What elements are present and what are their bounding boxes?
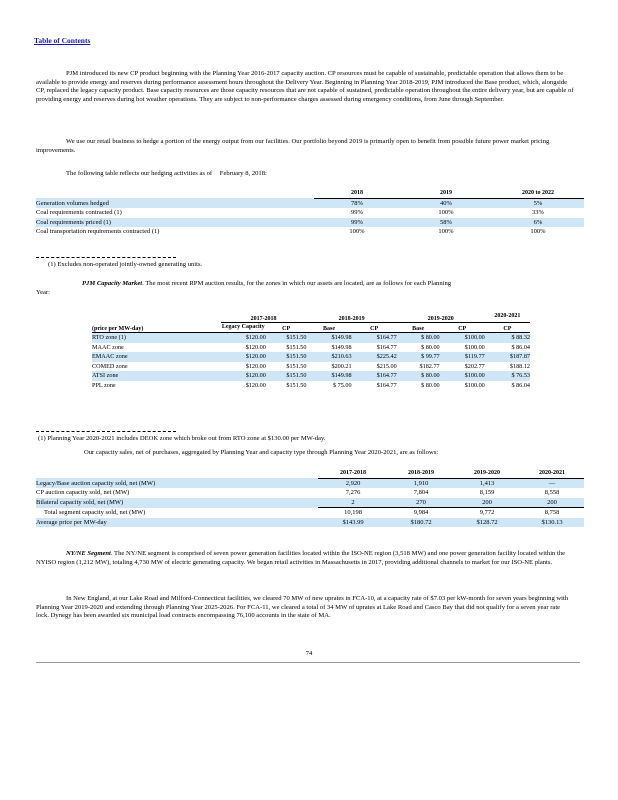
capacity-sales-table (36, 468, 584, 527)
paragraph-pjm-capacity (36, 280, 574, 297)
cap-header: 2020-2021 (520, 468, 584, 478)
paragraph-nyne-segment (36, 550, 574, 567)
hedge-header: 2019 (400, 188, 492, 198)
rpm-sub-header: CP (352, 322, 397, 333)
rpm-sub-header: CP (485, 322, 530, 333)
paragraph-new-england: In New England, at our Lake Road and Milford-Connecticut facilities, we cleared 70 MW of new uprates in FCA-10, at a capacity rate of $7.03 per kW-month for seven years beginning with Planning Year 2019-2020 and extending through Planning Year 2025-2026. For FCA-11, we cleared a total of 34 MW of uprates at Lake Road and Casco Bay that did not qualify for a seven year rate lock. Dynegy has been awarded six municipal load contracts encompassing 76,100 accounts in the state of MA. (36, 595, 569, 620)
hedge-header: 2018 (314, 188, 400, 198)
table-row: Coal requirements contracted (1) 99% 100% 33% (36, 209, 544, 217)
pjm-capacity-heading: PJM Capacity Market (82, 280, 143, 287)
paragraph-capacity-sales: Our capacity sales, net of purchases, aggregated by Planning Year and capacity type through Planning Year 2020-2021, are as follows: (84, 449, 439, 456)
table-row: MAAC zone $120.00 $151.50 $149.98 $164.77 $ 80.00 $100.00 $ 86.04 (92, 343, 530, 351)
hedge-intro-date: February 8, 2018: (219, 170, 267, 177)
hedging-table (36, 188, 584, 237)
rpm-sub-header: CP (266, 322, 307, 333)
rpm-unit-header: (price per MW-day) (92, 322, 221, 333)
rpm-year-header: 2020-2021 (485, 312, 530, 322)
table-row: EMAAC zone $120.00 $151.50 $210.63 $225.42 $ 99.77 $119.77 $187.87 (92, 353, 530, 361)
table-row: PPL zone $120.00 $151.50 $ 75.00 $164.77 $ 80.00 $100.00 $ 86.04 (92, 381, 530, 389)
cap-header: 2017-2018 (318, 468, 388, 478)
table-row: RTO zone (1) $120.00 $151.50 $149.98 $164.77 $ 80.00 $100.00 $ 88.32 (92, 334, 530, 342)
table-row: Coal transportation requirements contracted (1) 100% 100% 100% (36, 228, 546, 236)
paragraph-retail-hedge: We use our retail business to hedge a portion of the energy output from our facilities. Our portfolio beyond 2019 is primarily open to benefit from possible future power market pricing improvements. (36, 138, 550, 154)
rpm-sub-header: CP (440, 322, 485, 333)
rpm-year-header: 2018-2019 (306, 312, 396, 322)
table-row: Average price per MW-day $143.99 $180.72 $128.72 $130.13 (36, 518, 584, 528)
table-row: Generation volumes hedged 78% 40% 5% (36, 198, 584, 208)
rpm-sub-header: Base (306, 322, 351, 333)
hedge-header: 2020 to 2022 (492, 188, 584, 198)
cap-header: 2019-2020 (454, 468, 520, 478)
table-row: Legacy/Base auction capacity sold, net (MW) 2,920 1,910 1,413 — (36, 478, 584, 488)
nyne-text: . The NY/NE segment is comprised of seven power generation facilities located within the ISO-NE region (3,518 MW) and one power generation facility located within the NYISO region (1,212 MW), totaling 4,730 MW of electric generating capacity. We began retail activities in Massachusetts in 2017, providing additional channels to market for our ISO-NE plants. (36, 550, 566, 566)
table-of-contents-link[interactable]: Table of Contents (34, 36, 91, 45)
footnote-rule (36, 431, 176, 432)
paragraph-hedge-intro (66, 170, 604, 179)
rpm-footnote: (1) Planning Year 2020-2021 includes DEOK zone which broke out from RTO zone at $130.00 per MW-day. (38, 435, 326, 442)
cap-header: 2018-2019 (388, 468, 454, 478)
rpm-sub-header: Base (397, 322, 440, 333)
table-row: Total segment capacity sold, net (MW) 10,198 9,984 9,772 8,758 (44, 509, 560, 517)
table-row: COMED zone $120.00 $151.50 $200.21 $215.00 $182.77 $202.77 $188.12 (92, 362, 530, 370)
rpm-auction-table (92, 312, 530, 390)
pjm-capacity-text: . The most recent RPM auction results, for the zones in which our assets are located, are as follows for each Planning (142, 280, 452, 287)
page-number: 74 (305, 650, 313, 657)
rpm-year-header: 2019-2020 (397, 312, 485, 322)
hedge-intro-text: The following table reflects our hedging activities as of (66, 170, 213, 177)
footnote-rule (36, 257, 176, 258)
table-row: CP auction capacity sold, net (MW) 7,276 7,804 8,159 8,558 (36, 489, 560, 497)
table-row: ATSI zone $120.00 $151.50 $149.98 $164.77 $ 80.00 $100.00 $ 76.53 (92, 372, 530, 380)
table-row: Bilateral capacity sold, net (MW) 2 270 200 200 (36, 498, 584, 508)
pjm-capacity-text-2: Year: (36, 288, 50, 296)
paragraph-pjm-cp: PJM introduced its new CP product beginning with the Planning Year 2016-2017 capacity auction. CP resources must be capable of sustainable, predictable operation that allows them to be available to provide energy and reserves during performance assessment hours throughout the Delivery Year. Beginning in Planning Year 2018-2019, PJM introduced the Base product, which, alongside CP, replaced the legacy capacity product. Base capacity resources are those capacity resources that are not capable of sustained, predictable operation throughout the entire delivery year, but are capable of providing energy and reserves during hot weather operations. They are subject to non-performance charges assessed during emergency conditions, from June through September. (36, 70, 574, 103)
page-divider (36, 662, 580, 663)
nyne-heading: NY/NE Segment (66, 550, 111, 557)
table-row: Coal requirements priced (1) 99% 58% 6% (36, 218, 584, 228)
rpm-sub-header: Legacy Capacity (221, 322, 266, 333)
rpm-year-header: 2017-2018 (221, 312, 307, 322)
hedge-footnote: (1) Excludes non-operated jointly-owned generating units. (48, 261, 203, 268)
